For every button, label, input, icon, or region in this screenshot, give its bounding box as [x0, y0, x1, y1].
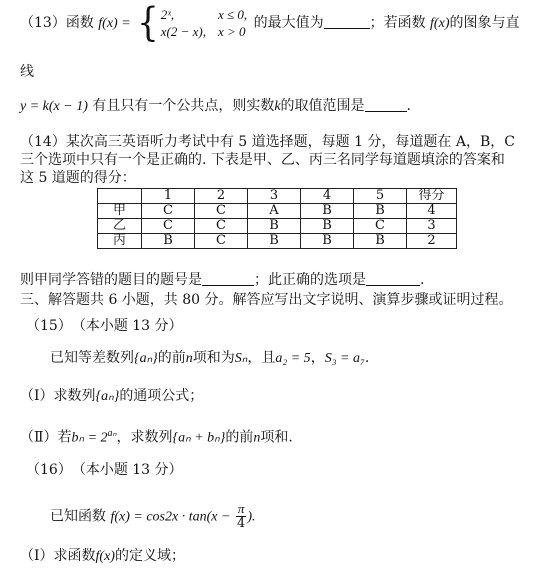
q16-fx: f(x) = cos2x · tan(x −	[110, 509, 231, 525]
q15-part2-set: {aₙ + bₙ}	[172, 430, 226, 446]
q15-part2-b: 的前	[225, 429, 254, 446]
table-cell: B	[301, 204, 354, 219]
q13-case1-cond: x ≤ 0,	[217, 7, 248, 22]
q16-given-text: 已知函数	[50, 508, 106, 525]
q14-answer-blank-1[interactable]	[202, 271, 254, 286]
table-cell: 3	[407, 219, 457, 234]
table-cell: C	[195, 219, 248, 234]
table-cell: C	[195, 234, 248, 249]
table-header-cell: 1	[142, 189, 195, 204]
q13-piecewise	[137, 0, 248, 47]
q16-four: 4	[236, 516, 246, 531]
table-cell: C	[354, 219, 407, 234]
table-cell: 丙	[98, 234, 142, 249]
q13-func-word: 函数	[65, 15, 94, 31]
table-header-cell: 4	[301, 189, 354, 204]
table-cell: B	[354, 234, 407, 249]
q15-given	[50, 348, 369, 369]
q15-bn: bₙ = 2	[71, 430, 108, 446]
q15-given-c: 项和为	[192, 350, 235, 366]
q14-line3: 这 5 道题的得分：	[20, 170, 136, 186]
q15-part2-text: （Ⅱ）若	[20, 429, 72, 446]
q15-given-d: ，且	[247, 350, 276, 366]
table-header-row	[98, 189, 457, 204]
table-cell: 4	[407, 204, 457, 219]
q16-part1-text: （Ⅰ）求函数	[20, 548, 96, 564]
q13-fx: f(x) =	[98, 16, 131, 31]
table-cell: B	[248, 234, 301, 249]
q13-case2-cond: x > 0	[217, 24, 246, 39]
q14-answer-blank-2[interactable]	[366, 271, 420, 286]
table-header-cell: 得分	[407, 189, 457, 204]
answers-table	[97, 188, 457, 249]
table-cell: B	[301, 219, 354, 234]
q15-a2: a₂ = 5	[275, 351, 311, 366]
q15-part2-end: 项和.	[260, 429, 293, 446]
q15-part2-mid: ，求数列	[116, 429, 173, 446]
q15-part1-set: {aₙ}	[95, 389, 120, 404]
table-cell: B	[301, 234, 354, 249]
table-header-cell: 3	[248, 189, 301, 204]
q13-k: k	[274, 99, 281, 114]
table-cell: 2	[407, 234, 457, 249]
q15-s3: S₃ = a₇	[324, 351, 365, 366]
q15-bn-exp: aₙ	[107, 428, 117, 439]
q14-after-end: .	[420, 272, 425, 288]
q16-head: （16） （本小题 13 分）	[26, 462, 183, 478]
table-row	[98, 204, 457, 219]
q15-given-a: 已知等差数列	[50, 350, 134, 366]
q13-case2-expr: x(2 − x),	[160, 24, 206, 39]
table-row	[98, 234, 457, 249]
table-header-cell: 5	[354, 189, 407, 204]
table-cell: 乙	[98, 219, 142, 234]
table-cell: C	[195, 204, 248, 219]
q13-answer-blank-2[interactable]	[365, 97, 407, 112]
q13-line3	[20, 96, 411, 117]
section3-heading: 三、解答题共 6 小题，共 80 分。解答应写出文字说明、演算步骤或证明过程。	[20, 292, 513, 308]
table-cell: C	[142, 204, 195, 219]
q16-part1	[20, 546, 185, 567]
q13-max-text: 的最大值为	[253, 15, 324, 31]
q13-tail-text: 有且只有一个公共点，则实数	[92, 98, 275, 114]
q13-graph-text: 的图象与直	[449, 15, 520, 31]
q15-given-end: .	[364, 350, 370, 366]
q14-line2: 三个选项中只有一个是正确的. 下表是甲、乙、丙三名同学每道题填涂的答案和	[20, 152, 505, 168]
q13-line1	[20, 0, 520, 47]
q14-line1: （14）某次高三英语听力考试中有 5 道选择题，每题 1 分，每道题在 A，B，C	[20, 134, 515, 150]
q16-pi: π	[237, 501, 245, 516]
table-cell: C	[142, 219, 195, 234]
q16-close: ).	[247, 509, 256, 525]
q13-fx2: f(x)	[430, 16, 450, 31]
q13-period: .	[406, 98, 411, 114]
q15-part1-end: 的通项公式；	[119, 388, 204, 404]
q13-line-eq: y = k(x − 1)	[20, 99, 88, 114]
q15-sn: Sₙ	[234, 351, 248, 366]
table-row	[98, 219, 457, 234]
q15-part2-n: n	[253, 430, 261, 446]
q15-part1	[20, 386, 203, 407]
q16-given	[50, 502, 256, 531]
q13-range-text: 的取值范围是	[280, 98, 365, 114]
q15-sep: ，	[310, 350, 325, 366]
q16-pi-over-4	[236, 502, 247, 531]
q15-given-b: 的前	[157, 350, 186, 366]
q15-an-set: {aₙ}	[134, 351, 158, 366]
q16-part1-end: 的定义域；	[114, 548, 185, 564]
q15-part2	[20, 424, 293, 449]
q14-after-a: 则甲同学答错的题目的题号是	[20, 272, 202, 288]
table-cell: B	[142, 234, 195, 249]
q16-part1-fx: f(x)	[95, 549, 115, 564]
q13-semi: ；若函数	[369, 15, 426, 31]
q14-after-table	[20, 270, 424, 290]
table-header-cell: 2	[195, 189, 248, 204]
table-cell: 甲	[98, 204, 142, 219]
q13-answer-blank-1[interactable]	[324, 14, 370, 29]
q13-case1-expr: 2ˣ,	[160, 7, 175, 22]
table-cell: A	[248, 204, 301, 219]
table-header-cell	[98, 189, 142, 204]
table-cell: B	[354, 204, 407, 219]
table-cell: B	[248, 219, 301, 234]
q15-head: （15） （本小题 13 分）	[26, 318, 183, 334]
q13-line-char: 线	[20, 64, 34, 80]
q15-part1-text: （Ⅰ）求数列	[20, 388, 96, 404]
q14-after-b: ；此正确的选项是	[254, 272, 366, 288]
q13-number: （13）	[20, 15, 66, 31]
q15-n: n	[185, 351, 193, 366]
brace-icon: {	[137, 0, 159, 47]
